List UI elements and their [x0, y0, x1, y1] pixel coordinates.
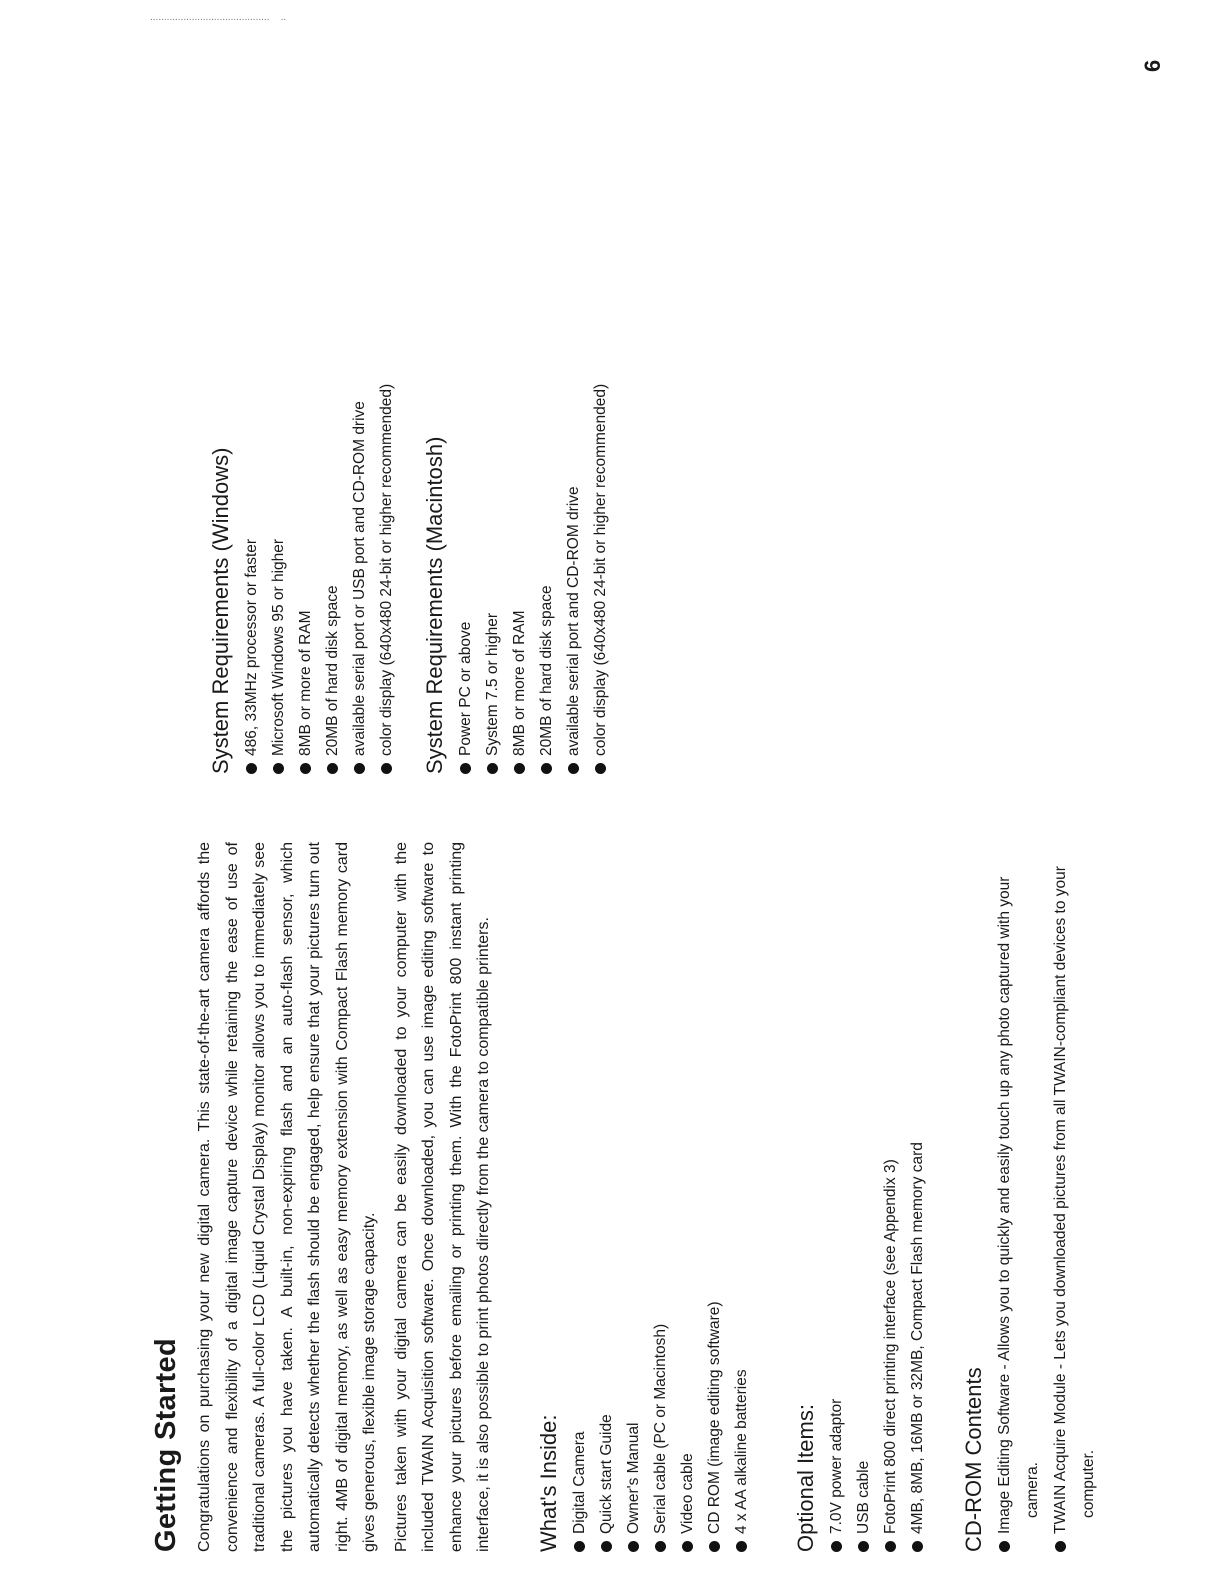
sysreq-mac-heading: System Requirements (Macintosh)	[422, 436, 447, 774]
list-item: available serial port and CD-ROM drive	[560, 214, 587, 774]
cdrom-contents-heading: CD-ROM Contents	[960, 1367, 986, 1552]
optional-items-list	[823, 842, 931, 1552]
list-item: 8MB or more of RAM	[292, 214, 319, 774]
whats-inside-heading: What's Inside:	[535, 1414, 561, 1552]
list-item: Quick start Guide	[593, 842, 620, 1552]
list-item: Microsoft Windows 95 or higher	[265, 214, 292, 774]
list-item: Owner's Manual	[620, 842, 647, 1552]
right-column	[208, 214, 614, 774]
page-number: 6	[1140, 59, 1165, 72]
whats-inside-list	[566, 842, 755, 1552]
intro-paragraph-2: Pictures taken with your digital camera can be easily downloaded to your computer with the included TWAIN Acquisition software. Once downloaded, you can use image editing software to enhance your pictures before emailing or printing them. With the FotoPrint 800 instant printing interface, it is also possible to print photos directly from the camera to compatible printers.	[392, 842, 492, 1552]
cdrom-contents-list	[991, 842, 1103, 1552]
optional-items-heading: Optional Items:	[792, 1404, 818, 1552]
list-item: 4 x AA alkaline batteries	[728, 842, 755, 1552]
list-item: 4MB, 8MB, 16MB or 32MB, Compact Flash memory card	[904, 842, 931, 1552]
list-item: Serial cable (PC or Macintosh)	[647, 842, 674, 1552]
list-item: FotoPrint 800 direct printing interface (see Appendix 3)	[877, 842, 904, 1552]
sysreq-windows-heading: System Requirements (Windows)	[208, 447, 233, 774]
list-item: 20MB of hard disk space	[319, 214, 346, 774]
sysreq-mac-list	[452, 214, 614, 774]
list-item: 486, 33MHz processor or faster	[238, 214, 265, 774]
intro-paragraph-1: Congratulations on purchasing your new digital camera. This state-of-the-art camera affords the convenience and flexibility of a digital image capture device while retaining the ease of use of traditional cameras. A full-color LCD (Liquid Crystal Display) monitor allows you to immediately see the pictures you have taken. A built-in, non-expiring flash and an auto-flash sensor, which automatically detects whether the flash should be engaged, help ensure that your pictures turn out right. 4MB of digital memory, as well as easy memory extension with Compact Flash memory card gives generous, flexible image storage capacity.	[196, 842, 378, 1552]
list-item: System 7.5 or higher	[479, 214, 506, 774]
list-item: CD ROM (image editing software)	[701, 842, 728, 1552]
getting-started-title: Getting Started	[150, 1338, 182, 1552]
list-item: color display (640x480 24-bit or higher recommended)	[373, 214, 400, 774]
list-item: 8MB or more of RAM	[506, 214, 533, 774]
scan-marks: ........................................... ..	[150, 12, 287, 23]
list-item: Digital Camera	[566, 842, 593, 1552]
list-item: USB cable	[850, 842, 877, 1552]
left-column	[150, 842, 1103, 1552]
list-item: Image Editing Software - Allows you to quickly and easily touch up any photo captured with your camera.	[991, 842, 1047, 1552]
list-item: 20MB of hard disk space	[533, 214, 560, 774]
list-item: color display (640x480 24-bit or higher recommended)	[587, 214, 614, 774]
list-item: 7.0V power adaptor	[823, 842, 850, 1552]
list-item: Video cable	[674, 842, 701, 1552]
list-item: available serial port or USB port and CD-ROM drive	[346, 214, 373, 774]
sysreq-windows-list	[238, 214, 400, 774]
list-item: Power PC or above	[452, 214, 479, 774]
list-item: TWAIN Acquire Module - Lets you downloaded pictures from all TWAIN-compliant devices to your computer.	[1047, 842, 1103, 1552]
